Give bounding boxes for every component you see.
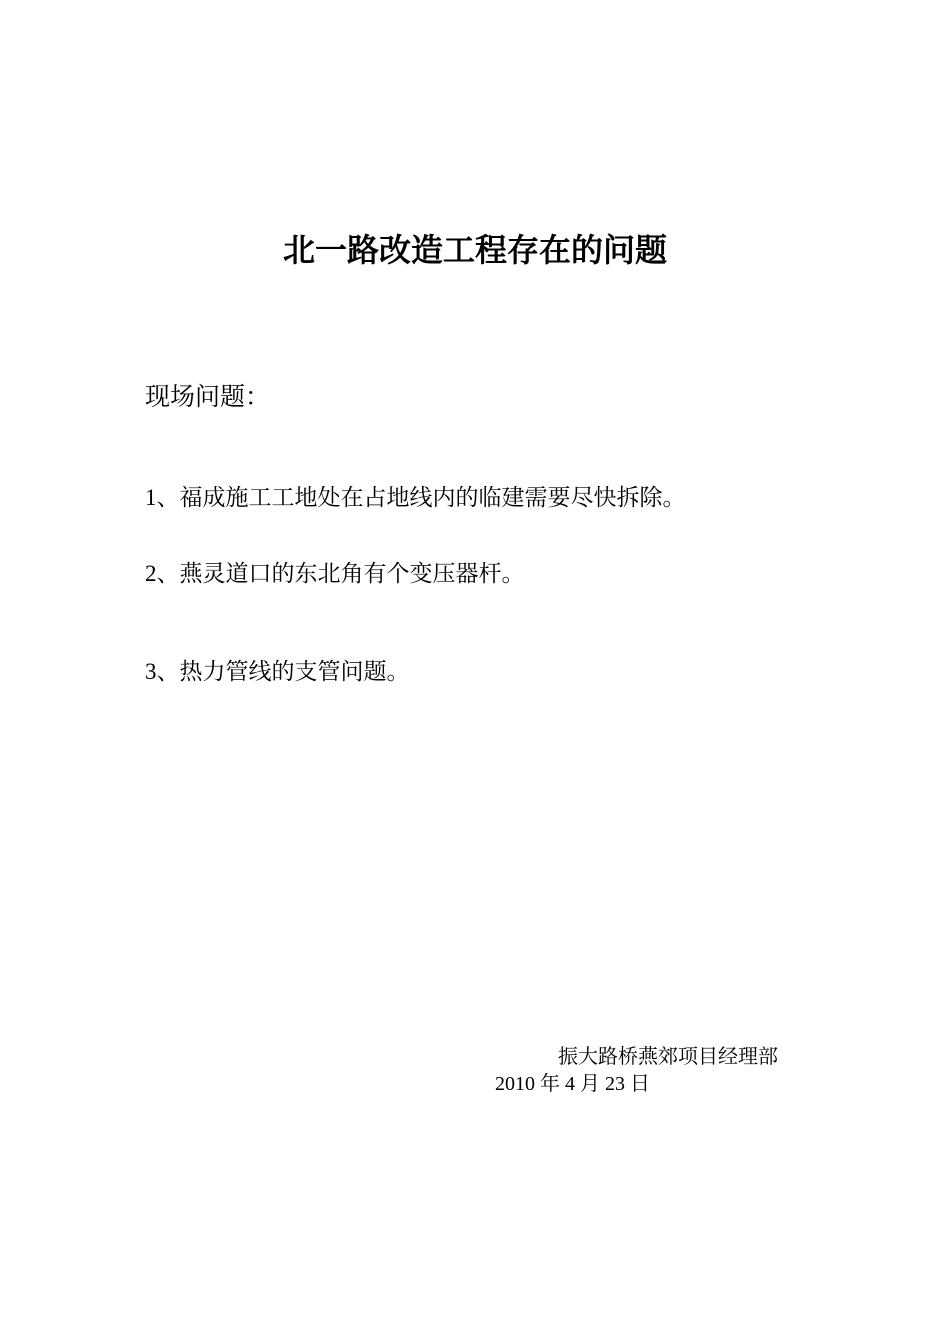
signature-organization: 振大路桥燕郊项目经理部 (558, 1046, 778, 1068)
list-item: 2、燕灵道口的东北角有个变压器杆。 (145, 561, 525, 586)
section-heading: 现场问题： (145, 384, 271, 411)
document-title: 北一路改造工程存在的问题 (282, 232, 667, 268)
list-item: 3、热力管线的支管问题。 (145, 659, 410, 684)
list-item: 1、福成施工工地处在占地线内的临建需要尽快拆除。 (145, 485, 686, 510)
signature-date: 2010 年 4 月 23 日 (495, 1073, 650, 1095)
